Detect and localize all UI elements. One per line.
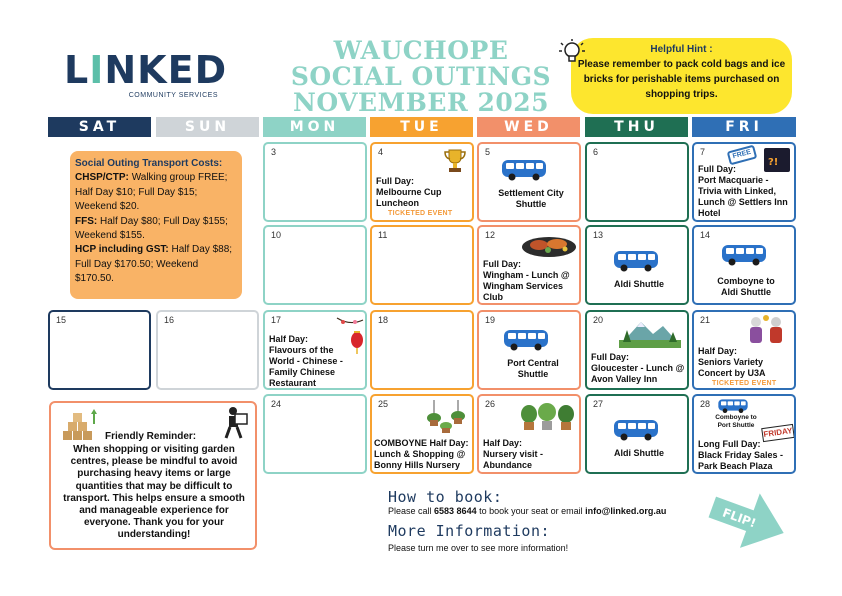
day-header-mon: MON [263,117,366,137]
title-line-1: WAUCHOPE [333,36,509,65]
calendar-day-6: 6 [585,142,689,222]
event-text: Half Day: Nursery visit - Abundance [483,438,544,470]
day-header-tue: TUE [370,117,473,137]
logo-wordmark [64,48,228,92]
day-header-fri: FRI [692,117,796,137]
logo-letter-i: I [89,48,105,92]
calendar-day-24: 24 [263,394,367,474]
linked-logo [64,48,228,106]
costs-line-chsp: CHSP/CTP: Walking group FREE; Half Day $10; Full Day $15; Weekend $20. [75,172,228,213]
costs-heading: Social Outing Transport Costs: [75,158,223,169]
booking-email-link[interactable]: info@linked.org.au [585,506,667,516]
event-text: Comboyne to Aldi Shuttle [717,276,775,297]
calendar-day-21: 21 Half Day: Seniors Variety Concert by U3A TICKETED EVENT [692,310,796,390]
reminder-body: When shopping or visiting garden centres, please be mindful to avoid purchasing heavy items or large quantities that may be difficult to transport. This helps ensure a smooth and manageable experience for everyone. Thank you for your understanding! [63,444,245,541]
calendar-day-20: 20 Full Day: Gloucester - Lunch @ Avon Valley Inn [585,310,689,390]
day-header-sat: SAT [48,117,151,137]
svg-text:?!: ?! [768,157,779,168]
hint-body: Please remember to pack cold bags and ice bricks for perishable items purchased on shopping trips. [577,59,786,100]
calendar-day-15: 15 [48,310,151,390]
bus-icon [716,398,750,414]
costs-line-ffs: FFS: Half Day $80; Full Day $155; Weekend $155. [75,215,228,242]
day-header-wed: WED [477,117,580,137]
calendar-day-13: 13 Aldi Shuttle [585,225,689,305]
logo-subtitle: COMMUNITY SERVICES [128,92,218,99]
food-platter-icon [521,232,577,258]
how-to-book-text: Please call 6583 8644 to book your seat or email info@linked.org.au [388,506,667,516]
event-text: Full Day: Melbourne Cup Luncheon [376,176,442,208]
event-text: Aldi Shuttle [614,448,664,458]
calendar-day-12: 12 Full Day: Wingham - Lunch @ Wingham Services Club [477,225,581,305]
black-friday-badge: FRIDAY [761,424,795,442]
event-text: Port Central Shuttle [507,358,559,379]
person-carrying-box-icon [217,405,251,439]
calendar-day-28: 28 Comboyne to Port Shuttle FRIDAY Long Full Day: Black Friday Sales - Park Beach Plaza [692,394,796,474]
lightbulb-icon [557,38,587,68]
flip-arrow[interactable] [706,487,788,553]
calendar-day-5: 5 Settlement City Shuttle [477,142,581,222]
friendly-reminder-panel [49,401,257,550]
calendar-day-11: 11 [370,225,474,305]
stacked-boxes-icon [61,407,99,441]
calendar-day-18: 18 [370,310,474,390]
flip-label: FLIP! [720,505,758,531]
logo-letter-l: L [64,48,90,92]
trophy-icon [444,148,466,174]
reminder-heading: Friendly Reminder: [105,431,197,442]
event-text: Half Day: Seniors Variety Concert by U3A [698,346,766,378]
transport-costs-panel [70,151,242,299]
more-information-heading: More Information: [388,522,551,540]
calendar-day-14: 14 Comboyne to Aldi Shuttle [692,225,796,305]
bus-icon [613,418,659,442]
event-subtext: Comboyne to Port Shuttle [715,414,757,429]
calendar-day-25: 25 COMBOYNE Half Day: Lunch & Shopping @ Bonny Hills Nursery [370,394,474,474]
calendar-day-7: 7 FREE ?! Full Day: Port Macquarie - Trivia with Linked, Lunch @ Settlers Inn Hotel [692,142,796,222]
event-text: Settlement City Shuttle [498,188,564,209]
booking-phone[interactable]: 6583 8644 [434,506,477,516]
hint-heading: Helpful Hint : [650,44,713,55]
day-header-sun: SUN [156,117,259,137]
potted-plants-icon [519,402,577,432]
bus-icon [721,243,767,267]
title-line-2: SOCIAL OUTINGS [290,62,552,91]
day-header-thu: THU [585,117,688,137]
calendar-day-10: 10 [263,225,367,305]
calendar-day-17: 17 Half Day: Flavours of the World - Chinese - Family Chinese Restaurant [263,310,367,390]
free-badge: FREE [727,145,758,166]
bus-icon [501,158,547,182]
event-text: Long Full Day: Black Friday Sales - Park Beach Plaza [698,439,784,471]
calendar-day-3: 3 [263,142,367,222]
how-to-book-heading: How to book: [388,488,503,506]
event-text: COMBOYNE Half Day: Lunch & Shopping @ Bonny Hills Nursery [374,438,469,470]
ticketed-event-label: TICKETED EVENT [712,380,777,387]
page-title [280,38,562,116]
calendar-day-27: 27 Aldi Shuttle [585,394,689,474]
calendar-day-4: 4 Full Day: Melbourne Cup Luncheon TICKETED EVENT [370,142,474,222]
logo-letters-nked: NKED [104,48,228,92]
bus-icon [613,249,659,273]
event-text: Half Day: Flavours of the World - Chinese - Family Chinese Restaurant [269,334,343,388]
bus-icon [503,328,549,352]
mountain-landscape-icon [619,316,681,348]
event-text: Full Day: Port Macquarie - Trivia with Linked, Lunch @ Settlers Inn Hotel [698,164,788,218]
calendar-day-16: 16 [156,310,259,390]
calendar-day-26: 26 Half Day: Nursery visit - Abundance [477,394,581,474]
title-line-3: NOVEMBER 2025 [292,88,550,117]
calendar-day-19: 19 Port Central Shuttle [477,310,581,390]
event-text: Aldi Shuttle [614,279,664,289]
seniors-dancing-icon [742,314,794,348]
ticketed-event-label: TICKETED EVENT [388,210,453,217]
event-text: Full Day: Gloucester - Lunch @ Avon Valley Inn [591,352,685,384]
helpful-hint-panel [571,38,792,114]
more-information-text: Please turn me over to see more information! [388,543,569,553]
hanging-plants-icon [424,400,470,434]
costs-line-hcp: HCP including GST: Half Day $88; Full Day $170.50; Weekend $170.50. [75,244,233,285]
event-text: Full Day: Wingham - Lunch @ Wingham Services Club [483,259,570,302]
